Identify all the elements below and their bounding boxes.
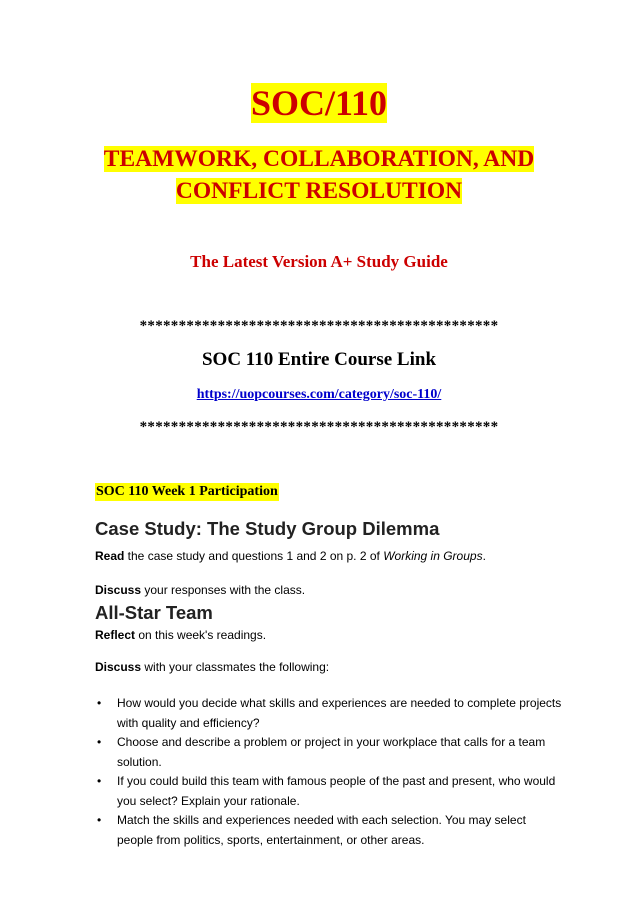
reflect-line [95, 628, 266, 642]
discuss-label: Discuss [95, 583, 142, 597]
tagline: The Latest Version A+ Study Guide [190, 252, 448, 271]
all-star-discuss-line [95, 660, 329, 674]
subtitle-line-1: TEAMWORK, COLLABORATION, AND [103, 146, 535, 172]
course-link-label: SOC 110 Entire Course Link [201, 349, 437, 370]
subtitle-row-1 [0, 146, 638, 173]
bullet-dot-icon: • [97, 735, 102, 749]
book-title: Working in Groups [383, 549, 483, 563]
bullet-item: • Match the skills and experiences needed with each selection. You may select people from politics, sports, entertainment, or other areas. [97, 813, 526, 847]
read-label: Read [95, 549, 125, 563]
week1-heading: SOC 110 Week 1 Participation [96, 484, 278, 499]
reflect-label: Reflect [95, 628, 136, 642]
bullet-item: • How would you decide what skills and experiences are needed to complete projects with quality and efficiency? [97, 696, 562, 730]
subtitle-row-2 [0, 178, 638, 205]
all-star-discuss-label: Discuss [95, 660, 142, 674]
case-study-read-line [95, 549, 486, 563]
title-row [0, 82, 638, 124]
all-star-title: All-Star Team [95, 602, 213, 623]
bullet-item: • Choose and describe a problem or project in your workplace that calls for a team solution. [97, 735, 546, 769]
bullet-dot-icon: • [97, 813, 102, 827]
stars-divider-bottom: ********************************************** [139, 419, 499, 435]
read-end: . [482, 549, 486, 563]
discussion-bullet-list [95, 694, 565, 850]
read-text: the case study and questions 1 and 2 on p. 2 of [124, 549, 384, 563]
page-title: SOC/110 [250, 83, 388, 123]
case-study-title: Case Study: The Study Group Dilemma [95, 518, 440, 539]
all-star-discuss-text: with your classmates the following: [141, 660, 330, 674]
bullet-item: • If you could build this team with famous people of the past and present, who would you select? Explain your rationale. [97, 774, 556, 808]
case-study-discuss-line [95, 583, 305, 597]
course-url-row [0, 385, 638, 403]
stars-divider-top: ********************************************** [139, 318, 499, 334]
reflect-text: on this week's readings. [135, 628, 267, 642]
course-url-link[interactable]: https://uopcourses.com/category/soc-110/ [196, 387, 442, 402]
bullet-dot-icon: • [97, 696, 102, 710]
discuss-text: your responses with the class. [141, 583, 306, 597]
bullet-dot-icon: • [97, 774, 102, 788]
week-heading-row [95, 484, 279, 500]
subtitle-line-2: CONFLICT RESOLUTION [175, 178, 463, 204]
